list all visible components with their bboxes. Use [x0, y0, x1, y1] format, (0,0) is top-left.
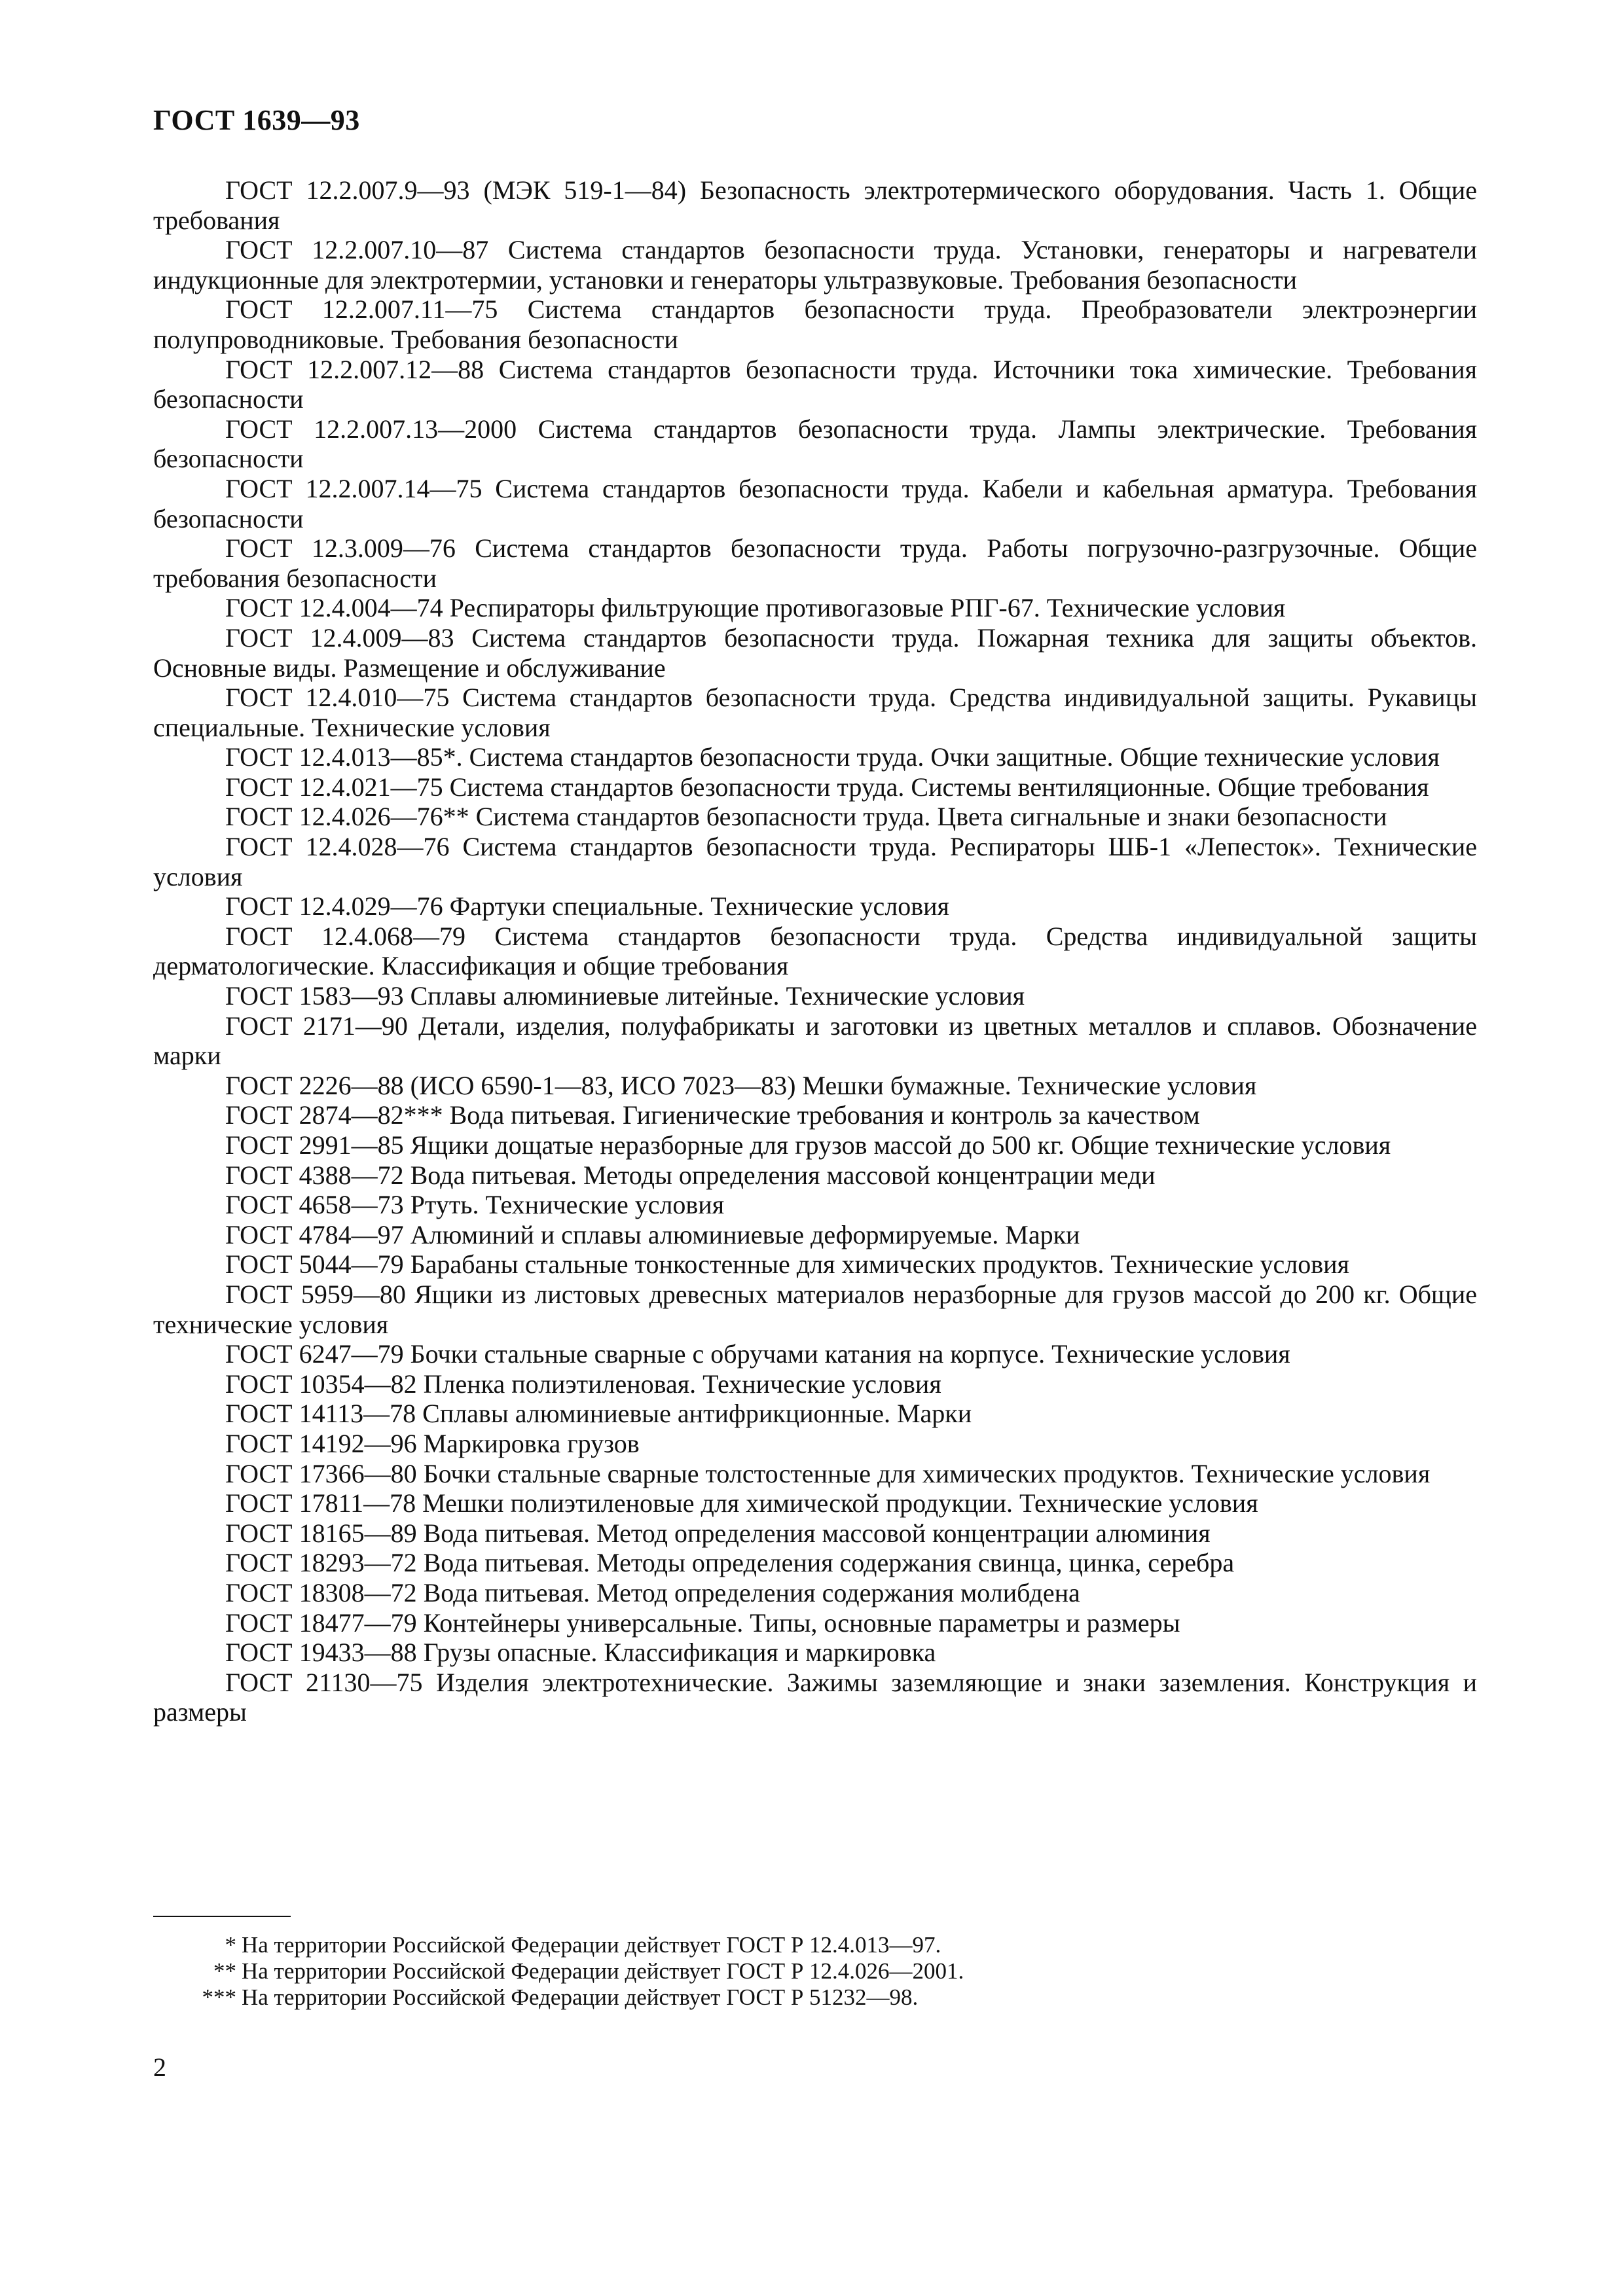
footnote-text: На территории Российской Федерации действует ГОСТ Р 12.4.013—97.: [242, 1932, 941, 1958]
reference-entry: ГОСТ 12.4.013—85*. Система стандартов безопасности труда. Очки защитные. Общие технические условия: [225, 742, 1440, 772]
reference-entry: ГОСТ 4658—73 Ртуть. Технические условия: [225, 1190, 725, 1220]
footnote-mark: **: [213, 1958, 236, 1984]
reference-entry: ГОСТ 21130—75 Изделия электротехнические. Зажимы заземляющие и знаки заземления. Конструкция и размеры: [153, 1667, 1477, 1727]
reference-entry: ГОСТ 10354—82 Пленка полиэтиленовая. Технические условия: [225, 1369, 941, 1399]
reference-entry: ГОСТ 2991—85 Ящики дощатые неразборные для грузов массой до 500 кг. Общие технические условия: [225, 1130, 1391, 1160]
footnote-text: На территории Российской Федерации действует ГОСТ Р 51232—98.: [242, 1984, 919, 2010]
reference-entry: ГОСТ 2171—90 Детали, изделия, полуфабрикаты и заготовки из цветных металлов и сплавов. Обозначение марки: [153, 1011, 1477, 1071]
reference-entry: ГОСТ 12.4.021—75 Система стандартов безопасности труда. Системы вентиляционные. Общие требования: [225, 772, 1429, 802]
reference-entry: ГОСТ 12.2.007.9—93 (МЭК 519-1—84) Безопасность электротермического оборудования. Часть 1. Общие требования: [153, 175, 1477, 235]
footnote: [153, 1932, 1477, 1958]
footnote: [153, 1958, 1477, 1984]
reference-entry: ГОСТ 12.2.007.14—75 Система стандартов безопасности труда. Кабели и кабельная арматура. Требования безопасности: [153, 473, 1477, 533]
footnotes: [153, 1932, 1477, 2011]
footnote-separator: [153, 1916, 291, 1917]
reference-entry: ГОСТ 2874—82*** Вода питьевая. Гигиенические требования и контроль за качеством: [225, 1100, 1200, 1130]
reference-entry: ГОСТ 12.4.009—83 Система стандартов безопасности труда. Пожарная техника для защиты объектов. Основные виды. Размещение и обслуживание: [153, 622, 1477, 683]
page-number: 2: [153, 2053, 166, 2082]
footnote-text: На территории Российской Федерации действует ГОСТ Р 12.4.026—2001.: [242, 1958, 964, 1984]
reference-entry: ГОСТ 18477—79 Контейнеры универсальные. Типы, основные параметры и размеры: [225, 1607, 1180, 1638]
reference-entry: ГОСТ 4784—97 Алюминий и сплавы алюминиевые деформируемые. Марки: [225, 1219, 1080, 1249]
reference-entry: ГОСТ 14192—96 Маркировка грузов: [225, 1428, 640, 1458]
reference-entry: ГОСТ 5959—80 Ящики из листовых древесных материалов неразборные для грузов массой до 200 кг. Общие технические условия: [153, 1279, 1477, 1339]
footnote: [153, 1984, 1477, 2011]
reference-entry: ГОСТ 12.4.004—74 Респираторы фильтрующие противогазовые РПГ-67. Технические условия: [225, 593, 1286, 623]
reference-entry: ГОСТ 12.4.028—76 Система стандартов безопасности труда. Респираторы ШБ-1 «Лепесток». Технические условия: [153, 832, 1477, 891]
reference-entry: ГОСТ 12.4.026—76** Система стандартов безопасности труда. Цвета сигнальные и знаки безопасности: [225, 802, 1387, 832]
reference-entry: ГОСТ 18308—72 Вода питьевая. Метод определения содержания молибдена: [225, 1577, 1080, 1607]
reference-entry: ГОСТ 17366—80 Бочки стальные сварные толстостенные для химических продуктов. Технические условия: [225, 1458, 1431, 1488]
reference-entry: ГОСТ 19433—88 Грузы опасные. Классификация и маркировка: [225, 1638, 936, 1668]
reference-entry: ГОСТ 12.3.009—76 Система стандартов безопасности труда. Работы погрузочно-разгрузочные. Общие требования безопасности: [153, 533, 1477, 593]
normative-references-list: [153, 175, 1477, 1727]
reference-entry: ГОСТ 1583—93 Сплавы алюминиевые литейные. Технические условия: [225, 981, 1025, 1011]
reference-entry: ГОСТ 18165—89 Вода питьевая. Метод определения массовой концентрации алюминия: [225, 1518, 1211, 1548]
reference-entry: ГОСТ 12.4.068—79 Система стандартов безопасности труда. Средства индивидуальной защиты дерматологические. Классификация и общие требования: [153, 921, 1477, 981]
reference-entry: ГОСТ 12.4.010—75 Система стандартов безопасности труда. Средства индивидуальной защиты. Рукавицы специальные. Технические условия: [153, 683, 1477, 742]
reference-entry: ГОСТ 17811—78 Мешки полиэтиленовые для химической продукции. Технические условия: [225, 1488, 1258, 1518]
reference-entry: ГОСТ 2226—88 (ИСО 6590-1—83, ИСО 7023—83) Мешки бумажные. Технические условия: [225, 1070, 1257, 1100]
reference-entry: ГОСТ 12.2.007.13—2000 Система стандартов безопасности труда. Лампы электрические. Требования безопасности: [153, 414, 1477, 474]
footnote-mark: ***: [202, 1984, 236, 2010]
reference-entry: ГОСТ 14113—78 Сплавы алюминиевые антифрикционные. Марки: [225, 1399, 972, 1429]
footnote-mark: *: [225, 1932, 236, 1958]
document-designation: ГОСТ 1639—93: [153, 104, 360, 136]
reference-entry: ГОСТ 12.2.007.11—75 Система стандартов безопасности труда. Преобразователи электроэнергии полупроводниковые. Требования безопасности: [153, 295, 1477, 354]
reference-entry: ГОСТ 5044—79 Барабаны стальные тонкостенные для химических продуктов. Технические условия: [225, 1249, 1349, 1280]
reference-entry: ГОСТ 4388—72 Вода питьевая. Методы определения массовой концентрации меди: [225, 1160, 1156, 1190]
reference-entry: ГОСТ 12.2.007.10—87 Система стандартов безопасности труда. Установки, генераторы и нагреватели индукционные для электротермии, установки и генераторы ультразвуковые. Требования безопасности: [153, 235, 1477, 295]
reference-entry: ГОСТ 18293—72 Вода питьевая. Методы определения содержания свинца, цинка, серебра: [225, 1548, 1235, 1578]
reference-entry: ГОСТ 12.4.029—76 Фартуки специальные. Технические условия: [225, 891, 949, 922]
reference-entry: ГОСТ 6247—79 Бочки стальные сварные с обручами катания на корпусе. Технические условия: [225, 1339, 1290, 1369]
reference-entry: ГОСТ 12.2.007.12—88 Система стандартов безопасности труда. Источники тока химические. Требования безопасности: [153, 354, 1477, 414]
